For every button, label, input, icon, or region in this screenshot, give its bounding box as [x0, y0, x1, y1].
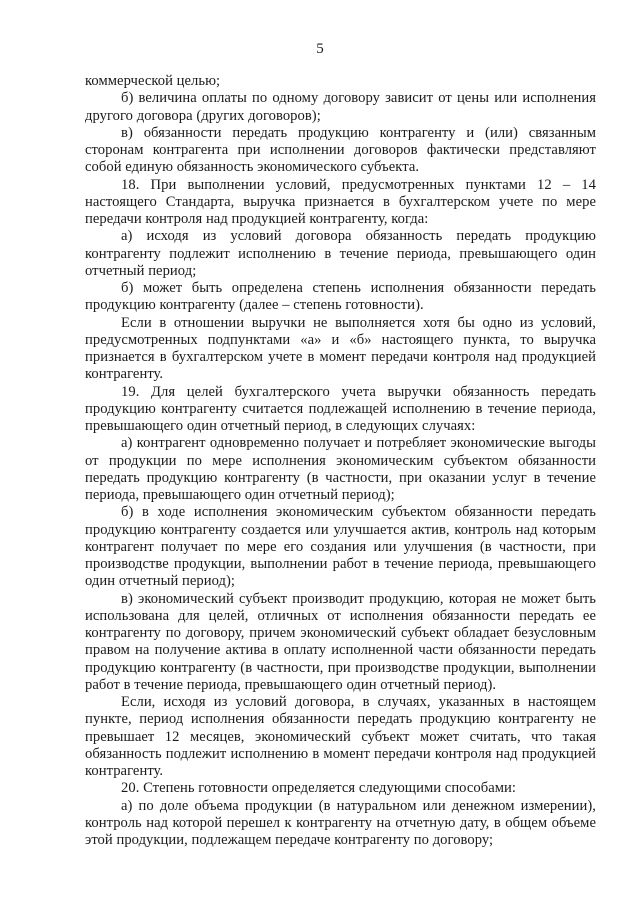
- paragraph-clause-20-item-a: а) по доле объема продукции (в натуральном или денежном измерении), контроль над которой перешел к контрагенту на отчетную дату, в общем объеме этой продукции, подлежащем передаче контрагенту по договору;: [85, 797, 596, 848]
- paragraph-clause-20: 20. Степень готовности определяется следующими способами:: [121, 780, 517, 797]
- paragraph-continuation: коммерческой целью;: [85, 73, 221, 89]
- paragraph-clause-19-note: Если, исходя из условий договора, в случаях, указанных в настоящем пункте, период исполнения обязанности передать продукцию контрагенту не превышает 12 месяцев, экономический субъект может считать, что такая обязанность подлежит исполнению в момент передачи контроля над продукцией контрагенту.: [85, 694, 596, 779]
- paragraph-clause-18: 18. При выполнении условий, предусмотренных пунктами 12 – 14 настоящего Стандарта, выручка признается в бухгалтерском учете по мере передачи контроля над продукцией контрагенту, когда:: [85, 176, 596, 227]
- paragraph-clause-18-note: Если в отношении выручки не выполняется хотя бы одно из условий, предусмотренных подпунктами «а» и «б» настоящего пункта, то выручка признается в бухгалтерском учете в момент передачи контроля над продукцией контрагенту.: [85, 314, 596, 383]
- paragraph-clause-19-item-a: а) контрагент одновременно получает и потребляет экономические выгоды от продукции по мере исполнения экономическим субъектом обязанности передать продукцию контрагенту (в частности, при оказании услуг в течение периода, превышающего один отчетный период);: [85, 435, 596, 503]
- paragraph-item-b: б) величина оплаты по одному договору зависит от цены или исполнения другого договора (других договоров);: [85, 90, 596, 124]
- page-number: 5: [316, 41, 324, 57]
- document-body: [85, 73, 596, 849]
- paragraph-clause-19-item-b: б) в ходе исполнения экономическим субъектом обязанности передать продукцию контрагенту создается или улучшается актив, контроль над которым контрагент получает по мере его создания или улучшения (в частности, при производстве продукции, выполнении работ в течение периода, превышающего один отчетный период);: [85, 504, 596, 590]
- paragraph-clause-19: 19. Для целей бухгалтерского учета выручки обязанность передать продукцию контрагенту считается подлежащей исполнению в течение периода, превышающего один отчетный период, в следующих случаях:: [85, 383, 596, 434]
- paragraph-clause-18-item-b: б) может быть определена степень исполнения обязанности передать продукцию контрагенту (далее – степень готовности).: [85, 280, 596, 314]
- paragraph-item-v: в) обязанности передать продукцию контрагенту и (или) связанным сторонам контрагента при исполнении договоров фактически представляют собой единую обязанность экономического субъекта.: [85, 124, 596, 176]
- paragraph-clause-18-item-a: а) исходя из условий договора обязанность передать продукцию контрагенту подлежит исполнению в течение периода, превышающего один отчетный период;: [85, 228, 596, 279]
- paragraph-clause-19-item-v: в) экономический субъект производит продукцию, которая не может быть использована для целей, отличных от исполнения обязанности передать ее контрагенту по договору, причем экономический субъект обладает безусловным правом на получение актива в оплату исполненной части обязанности передать продукцию контрагенту (в частности, при производстве продукции, выполнении работ в течение периода, превышающего один отчетный период).: [85, 590, 596, 693]
